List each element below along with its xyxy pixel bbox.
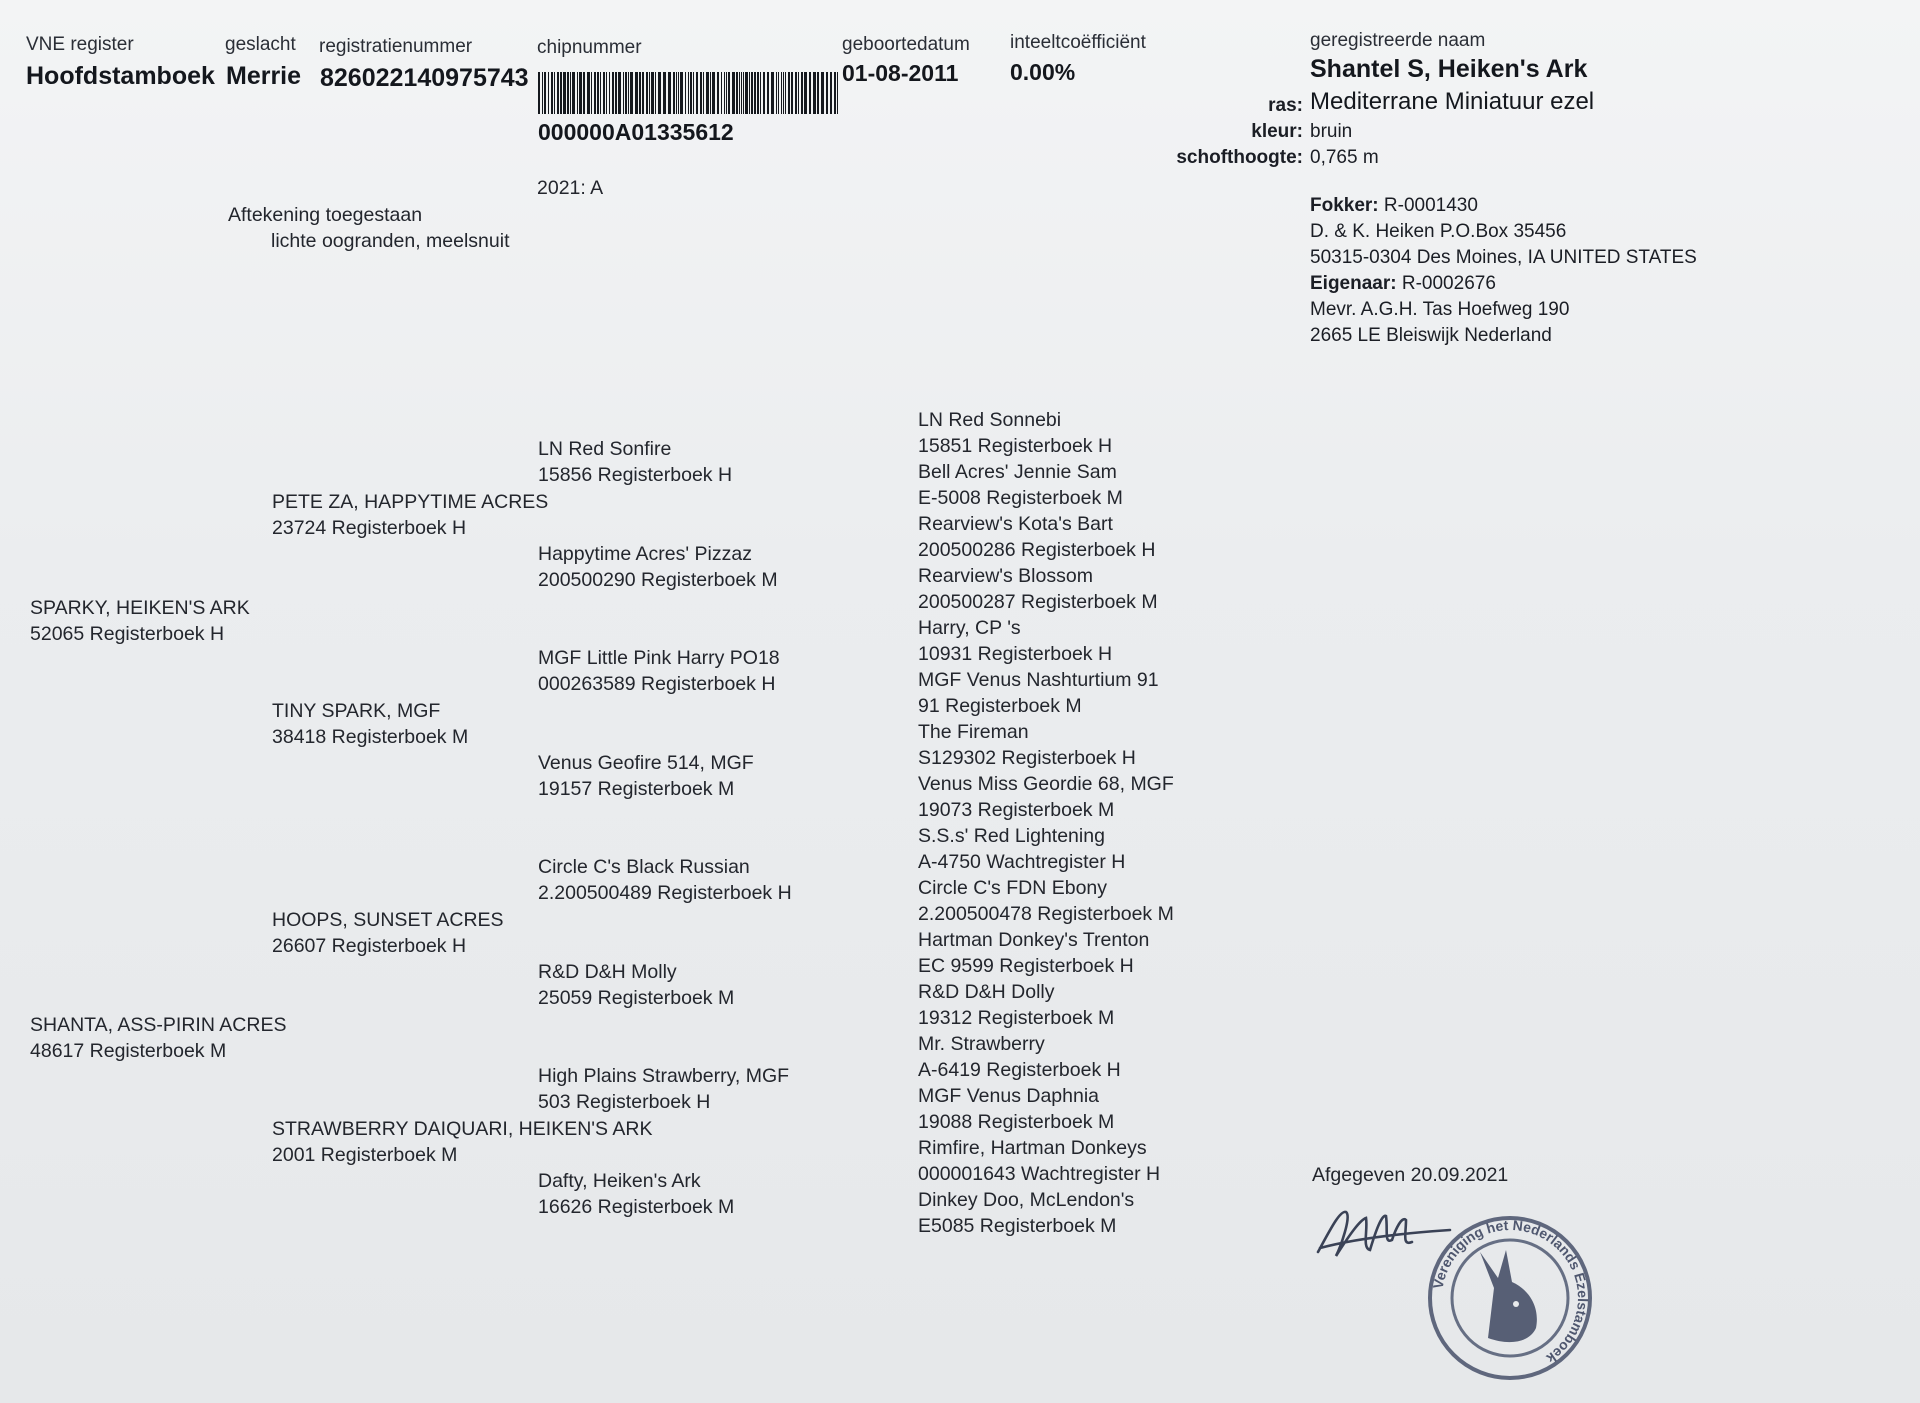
ancestor-name: Rearview's Blossom — [918, 565, 1093, 587]
barcode-bar — [560, 72, 562, 114]
barcode-bar — [567, 72, 569, 114]
ancestor-reg: 200500287 Registerboek M — [918, 591, 1158, 613]
barcode-bar — [557, 72, 559, 114]
ancestor-reg: EC 9599 Registerboek H — [918, 955, 1134, 977]
barcode-bar — [570, 72, 571, 114]
barcode-bar — [663, 72, 666, 114]
barcode-bar — [710, 72, 711, 114]
ancestor-name: Rimfire, Hartman Donkeys — [918, 1137, 1147, 1159]
barcode-bar — [724, 72, 725, 114]
barcode-bar — [646, 72, 648, 114]
barcode-bar — [763, 72, 765, 114]
barcode-bar — [837, 72, 838, 114]
barcode-bar — [736, 72, 738, 114]
barcode-bar — [721, 72, 722, 114]
barcode-bar — [612, 72, 614, 114]
grandparent-name: HOOPS, SUNSET ACRES — [272, 909, 504, 931]
sire-name: SPARKY, HEIKEN'S ARK — [30, 597, 250, 619]
barcode-bar — [628, 72, 629, 114]
barcode-bar — [741, 72, 742, 114]
ancestor-name: LN Red Sonfire — [538, 438, 672, 460]
chip-value: 000000A01335612 — [538, 119, 734, 145]
eigenaar-label: Eigenaar: — [1310, 273, 1397, 294]
barcode-bar — [817, 72, 819, 114]
barcode-bar — [642, 72, 644, 114]
barcode-bar — [751, 72, 753, 114]
ancestor-reg: E5085 Registerboek M — [918, 1215, 1117, 1237]
barcode-bar — [658, 72, 661, 114]
barcode-bar — [798, 72, 799, 114]
barcode-bar — [785, 72, 786, 114]
barcode-bar — [745, 72, 748, 114]
barcode-bar — [688, 72, 689, 114]
great-grandparent-entry — [538, 436, 732, 488]
barcode-bar — [778, 72, 779, 114]
barcode-bar — [606, 72, 607, 114]
barcode-bar — [767, 72, 769, 114]
ancestor-name: Rearview's Kota's Bart — [918, 513, 1113, 535]
gender-value: Merrie — [226, 62, 302, 90]
barcode-bar — [757, 72, 759, 114]
ancestor-reg: 19157 Registerboek M — [538, 778, 735, 800]
barcode-bar — [771, 72, 774, 114]
ancestor-reg: 16626 Registerboek M — [538, 1196, 735, 1218]
ancestor-reg: 2.200500478 Registerboek M — [918, 903, 1174, 925]
barcode-bar — [760, 72, 761, 114]
barcode-bar — [821, 72, 824, 114]
ancestor-reg: 91 Registerboek M — [918, 695, 1082, 717]
barcode-bar — [696, 72, 698, 114]
eigenaar-address-1: Mevr. A.G.H. Tas Hoefweg 190 — [1310, 299, 1570, 320]
barcode-bar — [830, 72, 832, 114]
barcode-bar — [673, 72, 675, 114]
barcode-bar — [788, 72, 790, 114]
barcode-bar — [591, 72, 592, 114]
ancestor-name: R&D D&H Molly — [538, 961, 677, 983]
ancestor-reg: 000263589 Registerboek H — [538, 673, 776, 695]
ancestor-reg: A-4750 Wachtregister H — [918, 851, 1126, 873]
ancestor-name: R&D D&H Dolly — [918, 981, 1055, 1003]
grandparent-reg: 38418 Registerboek M — [272, 726, 469, 748]
barcode-bar — [625, 72, 627, 114]
name-label: geregistreerde naam — [1310, 30, 1486, 51]
barcode-bar — [615, 72, 617, 114]
great-grandparent-entry — [538, 959, 734, 1011]
sire-reg: 52065 Registerboek H — [30, 623, 225, 645]
barcode-bar — [749, 72, 750, 114]
barcode-bar — [630, 72, 633, 114]
barcode-bar — [600, 72, 601, 114]
inbreed-label: inteeltcoëfficiënt — [1010, 32, 1146, 53]
grandparent-name: STRAWBERRY DAIQUARI, HEIKEN'S ARK — [272, 1118, 653, 1140]
barcode-bar — [781, 72, 782, 114]
great-grandparent-entry — [538, 645, 780, 697]
barcode-bar — [776, 72, 777, 114]
kleur-label: kleur: — [1251, 121, 1303, 142]
great-grandparent-entry — [538, 854, 792, 906]
barcode-bar — [551, 72, 553, 114]
ancestor-name: S.S.s' Red Lightening — [918, 825, 1105, 847]
gen4-column — [918, 407, 1174, 1239]
barcode-bar — [813, 72, 816, 114]
ancestor-name: Circle C's Black Russian — [538, 856, 750, 878]
barcode-bar — [651, 72, 654, 114]
ancestor-name: LN Red Sonnebi — [918, 409, 1062, 431]
ancestor-reg: 200500286 Registerboek H — [918, 539, 1156, 561]
barcode-bar — [609, 72, 610, 114]
barcode-bar — [783, 72, 784, 114]
grandparent-entry — [272, 907, 504, 959]
chip-barcode — [538, 72, 838, 114]
fokker-address-2: 50315-0304 Des Moines, IA UNITED STATES — [1310, 247, 1697, 268]
barcode-bar — [726, 72, 727, 114]
barcode-bar — [635, 72, 638, 114]
grandparent-reg: 2001 Registerboek M — [272, 1144, 458, 1166]
kleur-value: bruin — [1310, 121, 1353, 142]
regnr-label: registratienummer — [319, 36, 473, 57]
ancestor-name: Hartman Donkey's Trenton — [918, 929, 1150, 951]
signature — [1318, 1212, 1450, 1256]
ancestor-reg: 200500290 Registerboek M — [538, 569, 778, 591]
register-label: VNE register — [26, 34, 134, 55]
barcode-bar — [542, 72, 543, 114]
gender-label: geslacht — [225, 34, 296, 55]
year-grade: 2021: A — [537, 177, 604, 199]
ancestor-reg: E-5008 Registerboek M — [918, 487, 1123, 509]
ancestor-reg: 000001643 Wachtregister H — [918, 1163, 1161, 1185]
fokker-id: R-0001430 — [1383, 195, 1478, 216]
barcode-bar — [728, 72, 730, 114]
ancestor-reg: 15856 Registerboek H — [538, 464, 733, 486]
barcode-bar — [548, 72, 549, 114]
barcode-bar — [538, 72, 540, 114]
grandparent-entry — [272, 1116, 652, 1168]
eigenaar-id: R-0002676 — [1401, 273, 1496, 294]
grandparent-entry — [272, 489, 548, 541]
ancestor-name: High Plains Strawberry, MGF — [538, 1065, 790, 1087]
fokker-block — [1310, 193, 1697, 349]
barcode-bar — [676, 72, 677, 114]
great-grandparent-entry — [538, 1168, 734, 1220]
barcode-bar — [623, 72, 624, 114]
birth-value: 01-08-2011 — [842, 60, 959, 86]
ancestor-name: MGF Venus Nashturtium 91 — [918, 669, 1159, 691]
barcode-bar — [743, 72, 744, 114]
barcode-bar — [603, 72, 605, 114]
barcode-bar — [826, 72, 828, 114]
ancestor-name: The Fireman — [918, 721, 1029, 743]
ancestor-reg: S129302 Registerboek H — [918, 747, 1136, 769]
great-grandparent-entry — [538, 750, 754, 802]
barcode-bar — [583, 72, 585, 114]
barcode-bar — [717, 72, 719, 114]
ancestor-name: Dinkey Doo, McLendon's — [918, 1189, 1135, 1211]
ancestor-name: Mr. Strawberry — [918, 1033, 1045, 1055]
ancestor-name: Venus Geofire 514, MGF — [538, 752, 754, 774]
ancestor-name: Circle C's FDN Ebony — [918, 877, 1108, 899]
barcode-bar — [579, 72, 582, 114]
ancestor-reg: 15851 Registerboek H — [918, 435, 1113, 457]
ancestor-name: Bell Acres' Jennie Sam — [918, 461, 1117, 483]
barcode-bar — [563, 72, 566, 114]
barcode-bar — [703, 72, 704, 114]
barcode-bar — [649, 72, 650, 114]
schofthoogte-value: 0,765 m — [1310, 147, 1379, 168]
registered-name: Shantel S, Heiken's Ark — [1310, 55, 1588, 83]
great-grandparent-entry — [538, 1063, 789, 1115]
grandparent-entry — [272, 698, 468, 750]
regnr-value: 826022140975743 — [320, 64, 529, 92]
barcode-bar — [809, 72, 811, 114]
ancestor-reg: 503 Registerboek H — [538, 1091, 711, 1113]
barcode-bar — [795, 72, 797, 114]
barcode-bar — [754, 72, 756, 114]
barcode-bar — [739, 72, 740, 114]
ancestor-name: MGF Venus Daphnia — [918, 1085, 1100, 1107]
marking-description: lichte oogranden, meelsnuit — [271, 230, 510, 252]
ras-label: ras: — [1268, 95, 1303, 116]
ancestor-reg: A-6419 Registerboek H — [918, 1059, 1121, 1081]
barcode-bar — [597, 72, 599, 114]
ancestor-reg: 2.200500489 Registerboek H — [538, 882, 792, 904]
ancestor-name: Harry, CP 's — [918, 617, 1021, 639]
grandparent-name: TINY SPARK, MGF — [272, 700, 441, 722]
inbreed-value: 0.00% — [1010, 59, 1076, 85]
barcode-bar — [618, 72, 621, 114]
barcode-bar — [594, 72, 596, 114]
barcode-bar — [668, 72, 671, 114]
barcode-bar — [678, 72, 679, 114]
barcode-bar — [700, 72, 702, 114]
barcode-bar — [791, 72, 793, 114]
ancestor-name: Dafty, Heiken's Ark — [538, 1170, 701, 1192]
grandparent-reg: 26607 Registerboek H — [272, 935, 467, 957]
barcode-bar — [732, 72, 735, 114]
barcode-bar — [554, 72, 555, 114]
barcode-bar — [712, 72, 715, 114]
chip-label: chipnummer — [537, 37, 642, 58]
issue-date: Afgegeven 20.09.2021 — [1312, 1164, 1509, 1186]
barcode-bar — [655, 72, 656, 114]
barcode-bar — [577, 72, 578, 114]
barcode-bar — [572, 72, 575, 114]
ancestor-reg: 19088 Registerboek M — [918, 1111, 1115, 1133]
ancestor-reg: 19073 Registerboek M — [918, 799, 1115, 821]
ancestor-name: Venus Miss Geordie 68, MGF — [918, 773, 1174, 795]
ancestor-name: MGF Little Pink Harry PO18 — [538, 647, 780, 669]
ancestor-reg: 10931 Registerboek H — [918, 643, 1113, 665]
grandparent-reg: 23724 Registerboek H — [272, 517, 467, 539]
barcode-bar — [587, 72, 590, 114]
barcode-bar — [834, 72, 836, 114]
schofthoogte-label: schofthoogte: — [1176, 147, 1303, 168]
marking-title: Aftekening toegestaan — [228, 204, 423, 226]
ancestor-reg: 25059 Registerboek M — [538, 987, 735, 1009]
great-grandparent-entry — [538, 541, 778, 593]
barcode-bar — [680, 72, 683, 114]
barcode-bar — [544, 72, 546, 114]
barcode-bar — [639, 72, 641, 114]
grandparent-name: PETE ZA, HAPPYTIME ACRES — [272, 491, 549, 513]
stamp-text: Vereniging het Nederlands Ezelstamboek — [1429, 1216, 1592, 1367]
barcode-bar — [804, 72, 807, 114]
birth-label: geboortedatum — [842, 34, 970, 55]
dam-reg: 48617 Registerboek M — [30, 1040, 227, 1062]
barcode-bar — [706, 72, 709, 114]
sire-entry — [30, 595, 250, 647]
barcode-bar — [685, 72, 686, 114]
ancestor-name: Happytime Acres' Pizzaz — [538, 543, 752, 565]
dam-name: SHANTA, ASS-PIRIN ACRES — [30, 1014, 287, 1036]
barcode-bar — [801, 72, 803, 114]
barcode-bar — [690, 72, 692, 114]
eigenaar-address-2: 2665 LE Bleiswijk Nederland — [1310, 325, 1552, 346]
register-value: Hoofdstamboek — [26, 62, 215, 90]
ras-value: Mediterrane Miniatuur ezel — [1310, 88, 1595, 115]
ancestor-reg: 19312 Registerboek M — [918, 1007, 1115, 1029]
dam-entry — [30, 1012, 286, 1064]
fokker-label: Fokker: — [1310, 195, 1379, 216]
fokker-address-1: D. & K. Heiken P.O.Box 35456 — [1310, 221, 1567, 242]
official-stamp — [1310, 1190, 1630, 1390]
barcode-bar — [693, 72, 694, 114]
